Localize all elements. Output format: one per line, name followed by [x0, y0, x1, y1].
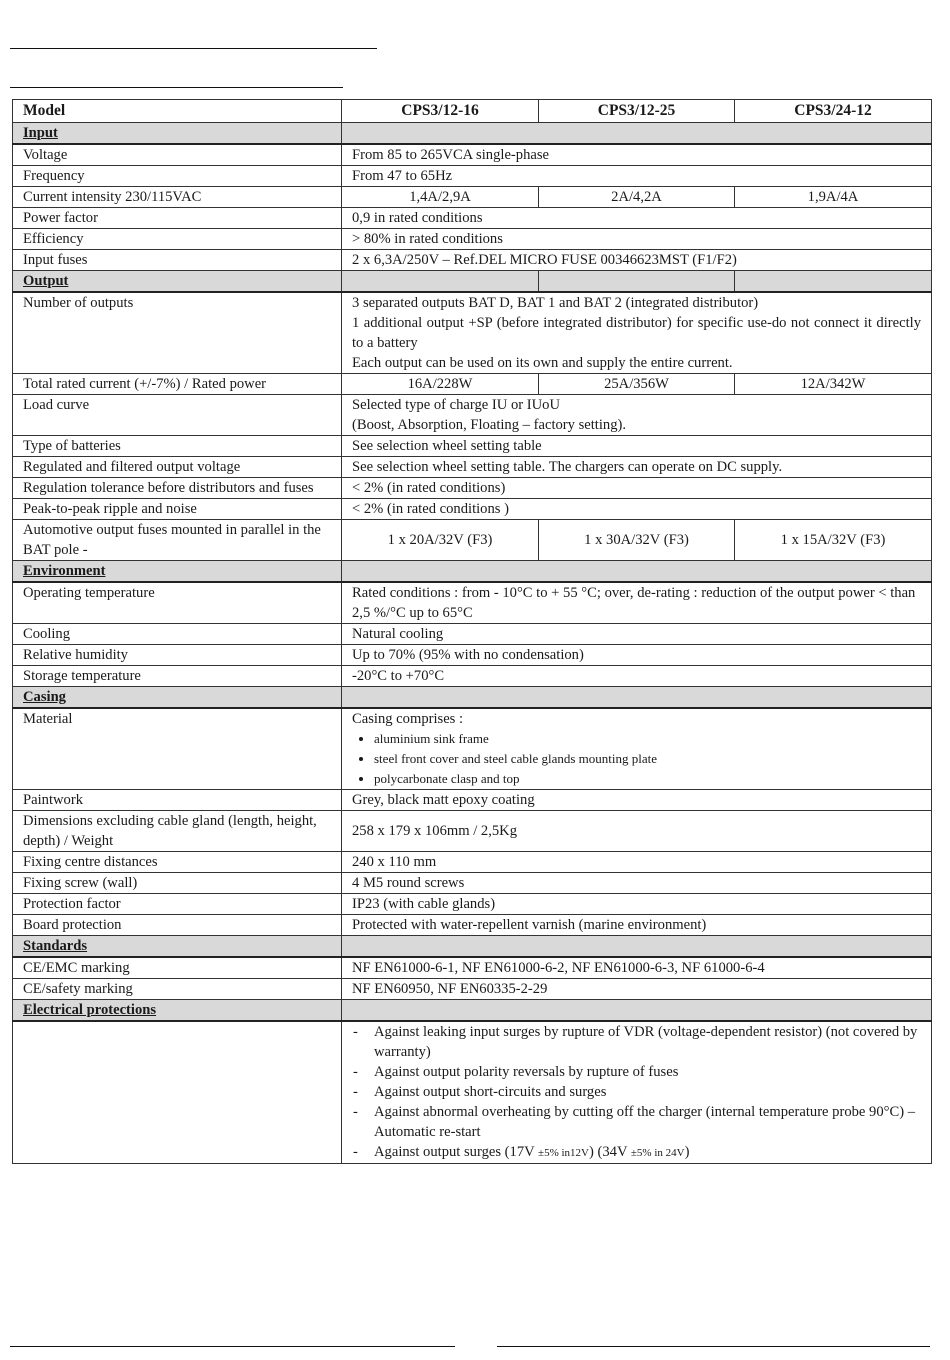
- model-3: CPS3/24-12: [735, 100, 932, 123]
- table-row: [13, 979, 932, 1000]
- row-value: [342, 1021, 932, 1164]
- load-curve-line-1: Selected type of charge IU or IUoU: [352, 397, 561, 413]
- row-label: Material: [13, 708, 342, 790]
- row-value: From 47 to 65Hz: [342, 166, 932, 187]
- model-2: CPS3/12-25: [539, 100, 735, 123]
- row-value: 1,4A/2,9A: [342, 187, 539, 208]
- row-value: See selection wheel setting table: [342, 436, 932, 457]
- row-label: Board protection: [13, 915, 342, 936]
- output-line-1: 3 separated outputs BAT D, BAT 1 and BAT 2 (integrated distributor): [352, 295, 759, 311]
- row-value: 4 M5 round screws: [342, 873, 932, 894]
- table-row: [13, 811, 932, 852]
- row-label: Paintwork: [13, 790, 342, 811]
- spec-table: [12, 99, 932, 1164]
- list-item: [374, 1142, 921, 1163]
- list-item: • aluminium sink frame: [374, 729, 921, 749]
- list-item: - Against output short-circuits and surges: [374, 1082, 921, 1102]
- row-label: Relative humidity: [13, 645, 342, 666]
- table-row: [13, 582, 932, 624]
- row-label: Storage temperature: [13, 666, 342, 687]
- row-value: [342, 292, 932, 374]
- table-row: [13, 624, 932, 645]
- table-row: [13, 292, 932, 374]
- surge-text-b: ±5% in12V: [538, 1147, 589, 1159]
- row-label: Regulation tolerance before distributors and fuses: [13, 478, 342, 499]
- table-row: [13, 187, 932, 208]
- section-title: Environment: [13, 561, 342, 583]
- table-row: [13, 1021, 932, 1164]
- table-row: [13, 166, 932, 187]
- model-label: Model: [13, 100, 342, 123]
- model-1: CPS3/12-16: [342, 100, 539, 123]
- row-value: NF EN60950, NF EN60335-2-29: [342, 979, 932, 1000]
- section-title: Output: [13, 271, 342, 293]
- row-value: See selection wheel setting table. The chargers can operate on DC supply.: [342, 457, 932, 478]
- surge-text-c: ) (34V: [589, 1144, 631, 1160]
- bottom-rule-right: [497, 1346, 930, 1347]
- row-label: Protection factor: [13, 894, 342, 915]
- row-value: 16A/228W: [342, 374, 539, 395]
- list-item: - Against abnormal overheating by cutting off the charger (internal temperature probe 90°C) – Automatic re-start: [374, 1102, 921, 1142]
- section-standards: [13, 936, 932, 958]
- row-value: 258 x 179 x 106mm / 2,5Kg: [342, 811, 932, 852]
- row-label: Fixing screw (wall): [13, 873, 342, 894]
- surge-text-d: ±5% in 24V: [630, 1147, 685, 1159]
- top-rule-1: [10, 48, 377, 49]
- table-row: [13, 395, 932, 436]
- load-curve-line-2: (Boost, Absorption, Floating – factory setting).: [352, 417, 627, 433]
- row-value: < 2% (in rated conditions): [342, 478, 932, 499]
- row-label: Automotive output fuses mounted in parallel in the BAT pole -: [13, 520, 342, 561]
- row-value: IP23 (with cable glands): [342, 894, 932, 915]
- section-title: Standards: [13, 936, 342, 958]
- table-row: [13, 915, 932, 936]
- output-line-3: Each output can be used on its own and supply the entire current.: [352, 355, 733, 371]
- row-value: 2 x 6,3A/250V – Ref.DEL MICRO FUSE 00346623MST (F1/F2): [342, 250, 932, 271]
- section-casing: [13, 687, 932, 709]
- table-row: [13, 852, 932, 873]
- row-value: [342, 708, 932, 790]
- row-value: 1,9A/4A: [735, 187, 932, 208]
- section-electrical-protections: [13, 1000, 932, 1022]
- list-item: • polycarbonate clasp and top: [374, 769, 921, 789]
- row-value: 0,9 in rated conditions: [342, 208, 932, 229]
- table-row: [13, 645, 932, 666]
- row-label: Efficiency: [13, 229, 342, 250]
- table-row: [13, 436, 932, 457]
- section-title: Casing: [13, 687, 342, 709]
- row-label: Input fuses: [13, 250, 342, 271]
- row-label: Dimensions excluding cable gland (length, height, depth) / Weight: [13, 811, 342, 852]
- list-item: - Against leaking input surges by rupture of VDR (voltage-dependent resistor) (not covered by warranty): [374, 1022, 921, 1062]
- row-value: 2A/4,2A: [539, 187, 735, 208]
- material-list: [352, 729, 921, 789]
- row-label: CE/safety marking: [13, 979, 342, 1000]
- top-rule-2: [10, 87, 343, 88]
- table-row: [13, 520, 932, 561]
- table-row: [13, 478, 932, 499]
- row-label: Fixing centre distances: [13, 852, 342, 873]
- list-item: - Against output polarity reversals by rupture of fuses: [374, 1062, 921, 1082]
- row-value: NF EN61000-6-1, NF EN61000-6-2, NF EN61000-6-3, NF 61000-6-4: [342, 957, 932, 979]
- row-value: Natural cooling: [342, 624, 932, 645]
- row-label: Frequency: [13, 166, 342, 187]
- table-row: [13, 873, 932, 894]
- row-value: Protected with water-repellent varnish (marine environment): [342, 915, 932, 936]
- table-row: [13, 250, 932, 271]
- row-label: Type of batteries: [13, 436, 342, 457]
- list-item: • steel front cover and steel cable glands mounting plate: [374, 749, 921, 769]
- material-intro: Casing comprises :: [352, 711, 464, 727]
- bottom-rule-left: [10, 1346, 455, 1347]
- row-label: CE/EMC marking: [13, 957, 342, 979]
- row-label: Power factor: [13, 208, 342, 229]
- row-label: Peak-to-peak ripple and noise: [13, 499, 342, 520]
- table-row: [13, 894, 932, 915]
- row-value: -20°C to +70°C: [342, 666, 932, 687]
- row-value: Grey, black matt epoxy coating: [342, 790, 932, 811]
- header-row: [13, 100, 932, 123]
- section-title: Electrical protections: [13, 1000, 342, 1022]
- row-label: Number of outputs: [13, 292, 342, 374]
- row-label: Regulated and filtered output voltage: [13, 457, 342, 478]
- row-label: Cooling: [13, 624, 342, 645]
- table-row: [13, 957, 932, 979]
- table-row: [13, 144, 932, 166]
- table-row: [13, 708, 932, 790]
- row-value: [342, 395, 932, 436]
- row-value: 12A/342W: [735, 374, 932, 395]
- section-environment: [13, 561, 932, 583]
- row-label: Voltage: [13, 144, 342, 166]
- section-input: [13, 123, 932, 145]
- output-line-2: 1 additional output +SP (before integrated distributor) for specific use-do not connect it directly to a battery: [352, 315, 921, 351]
- row-value: < 2% (in rated conditions ): [342, 499, 932, 520]
- table-row: [13, 229, 932, 250]
- row-label: Total rated current (+/-7%) / Rated power: [13, 374, 342, 395]
- row-label: Current intensity 230/115VAC: [13, 187, 342, 208]
- row-value: 25A/356W: [539, 374, 735, 395]
- row-value: 1 x 30A/32V (F3): [539, 520, 735, 561]
- row-label: Load curve: [13, 395, 342, 436]
- surge-text-e: ): [684, 1144, 690, 1160]
- section-title: Input: [13, 123, 342, 145]
- table-row: [13, 457, 932, 478]
- row-value: > 80% in rated conditions: [342, 229, 932, 250]
- row-value: 240 x 110 mm: [342, 852, 932, 873]
- row-value: 1 x 15A/32V (F3): [735, 520, 932, 561]
- table-row: [13, 790, 932, 811]
- row-value: 1 x 20A/32V (F3): [342, 520, 539, 561]
- protections-list: [352, 1022, 921, 1163]
- row-value: Up to 70% (95% with no condensation): [342, 645, 932, 666]
- table-row: [13, 499, 932, 520]
- surge-text-a: Against output surges (17V: [374, 1144, 539, 1160]
- section-output: [13, 271, 932, 293]
- row-label: Operating temperature: [13, 582, 342, 624]
- row-value: From 85 to 265VCA single-phase: [342, 144, 932, 166]
- row-value: Rated conditions : from - 10°C to + 55 °C; over, de-rating : reduction of the output power < than 2,5 %/°C up to 65°C: [342, 582, 932, 624]
- table-row: [13, 208, 932, 229]
- table-row: [13, 666, 932, 687]
- table-row: [13, 374, 932, 395]
